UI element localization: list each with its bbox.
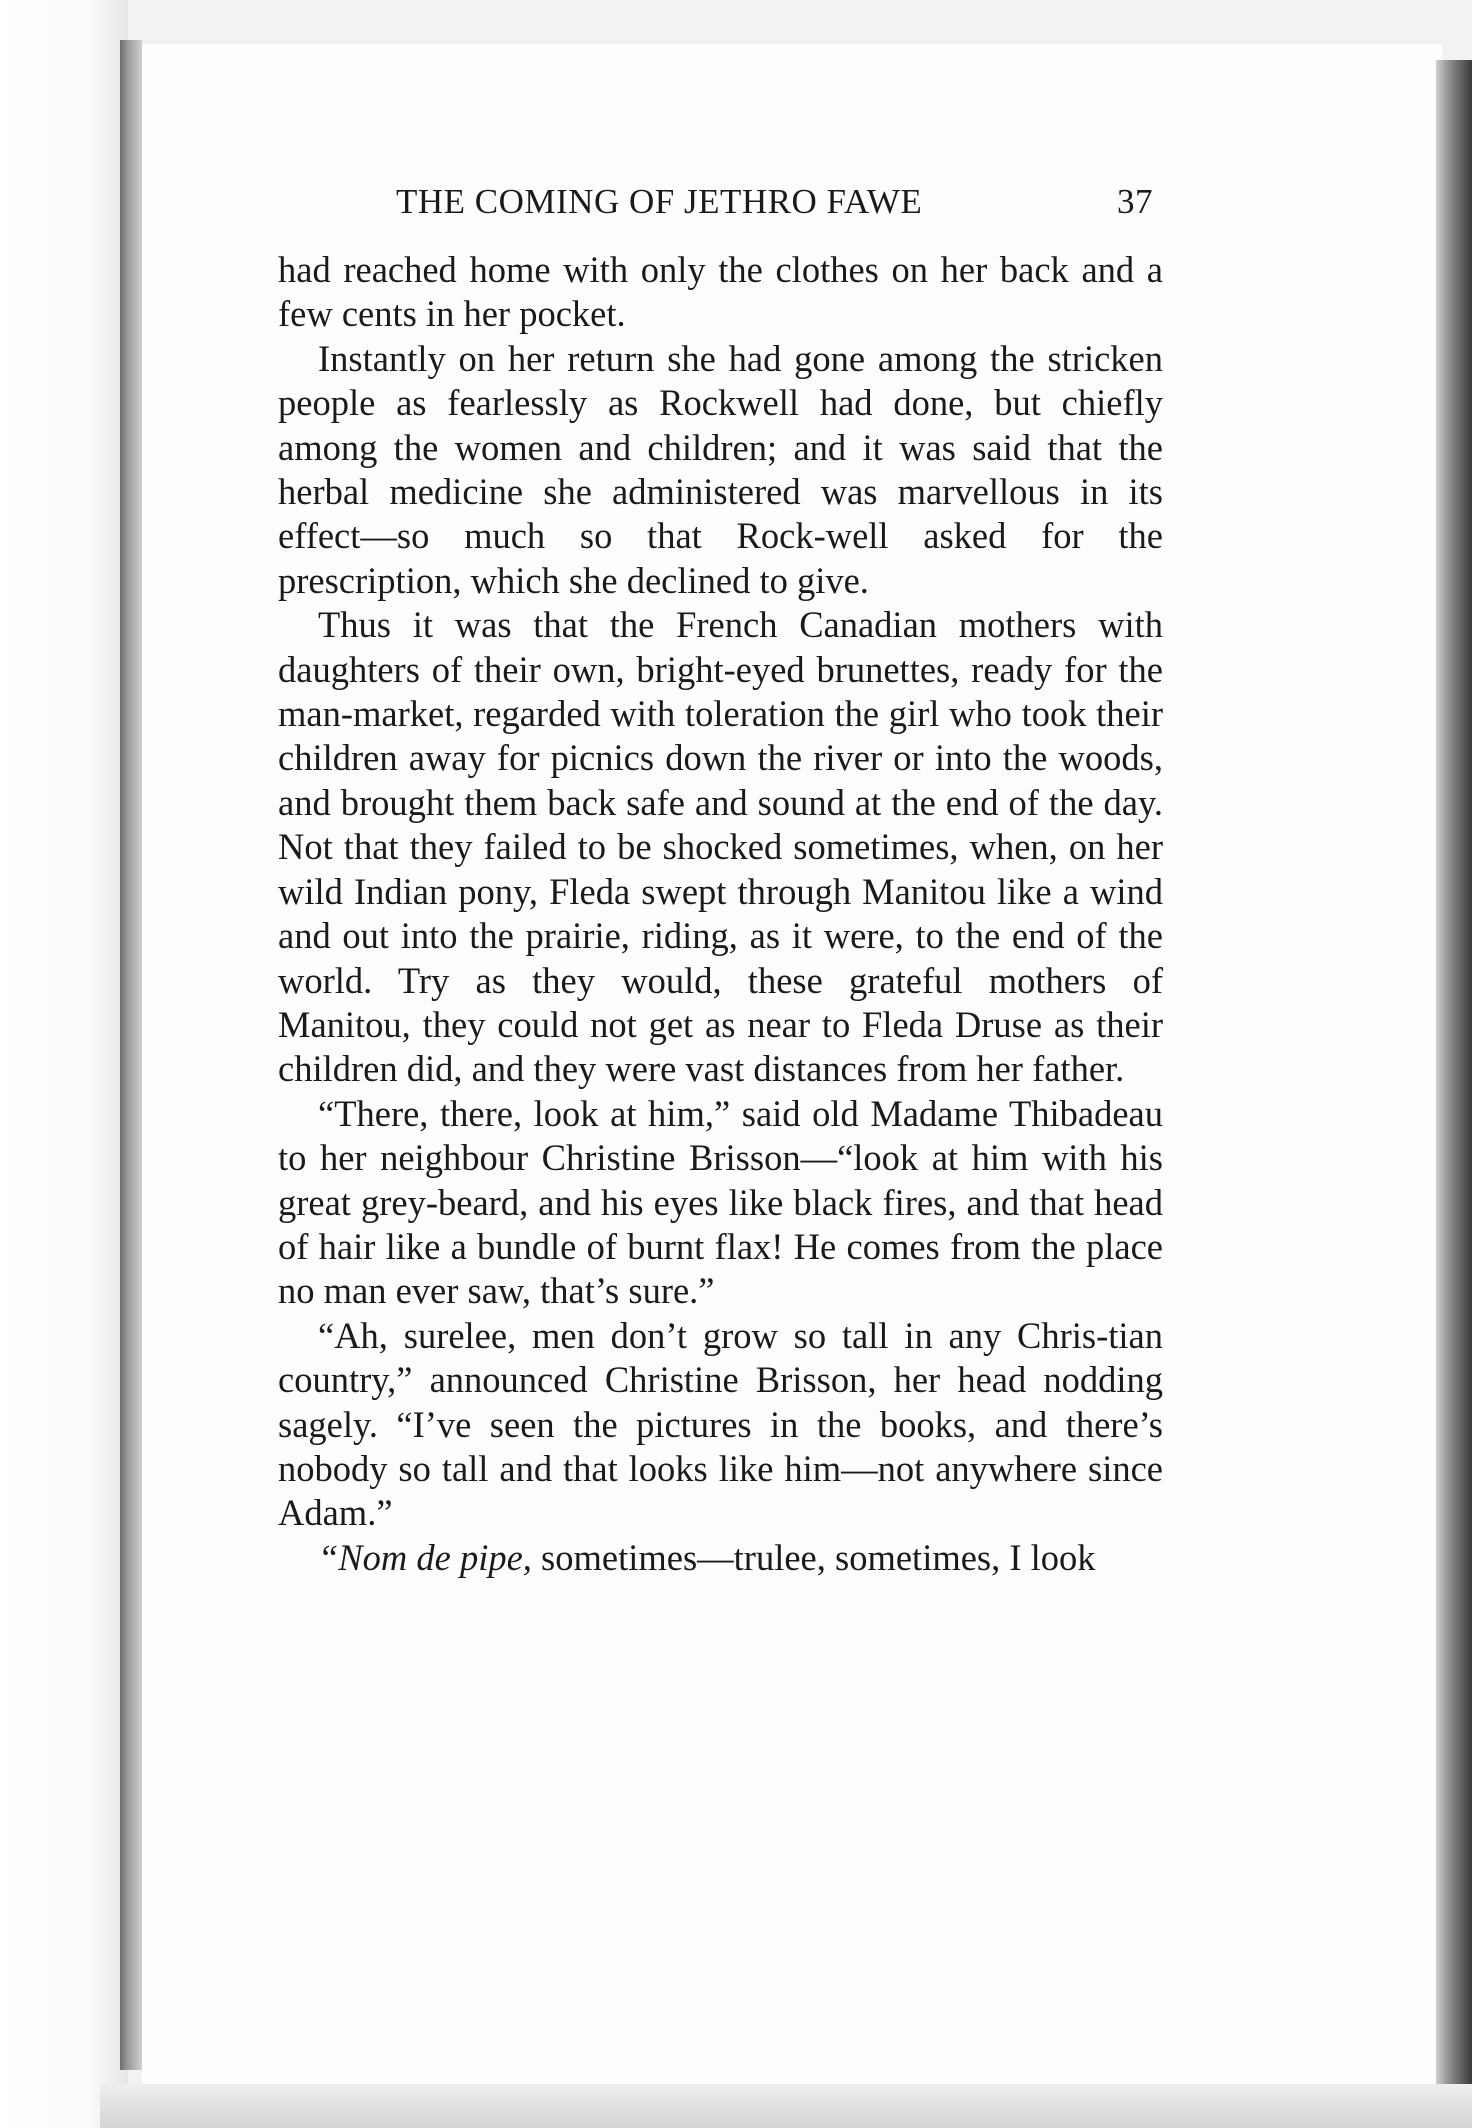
- paragraph: Thus it was that the French Canadian mothers with daughters of their own, bright-eyed brunettes, ready for the man-market, regarded with toleration the girl who took their children away for picnics down the river or into the woods, and brought them back safe and sound at the end of the day. Not that they failed to be shocked sometimes, when, on her wild Indian pony, Fleda swept through Manitou like a wind and out into the prairie, riding, as it were, to the end of the world. Try as they would, these grateful mothers of Manitou, they could not get as near to Fleda Druse as their children did, and they were vast distances from her father.: [278, 604, 1163, 1090]
- paragraph: “Ah, surelee, men don’t grow so tall in any Chris-tian country,” announced Christine Brisson, her head nodding sagely. “I’ve seen the pictures in the books, and there’s nobody so tall and that looks like him—not anywhere since Adam.”: [278, 1314, 1163, 1534]
- italic-phrase: “Nom de pipe,: [318, 1536, 532, 1578]
- paragraph: Instantly on her return she had gone among the stricken people as fearlessly as Rockwell had done, but chiefly among the women and children; and it was said that the herbal medicine she administered was marvellous in its effect—so much so that Rock-well asked for the prescription, which she declined to give.: [278, 337, 1163, 601]
- page-fore-edge: [1436, 60, 1472, 2110]
- running-head: [278, 170, 1163, 230]
- facing-page-edge: [0, 0, 128, 2128]
- page-number: 37: [1117, 182, 1153, 221]
- page-text-block: [278, 170, 1163, 1580]
- running-head-title: THE COMING OF JETHRO FAWE: [396, 182, 923, 221]
- paragraph-text: sometimes—trulee, sometimes, I look: [531, 1536, 1096, 1578]
- paragraph-partial: [278, 1536, 1163, 1580]
- paragraph: “There, there, look at him,” said old Madame Thibadeau to her neighbour Christine Brisson—“look at him with his great grey-beard, and his eyes like black fires, and that head of hair like a bundle of burnt flax! He comes from the place no man ever saw, that’s sure.”: [278, 1092, 1163, 1312]
- page-bottom-edge: [100, 2084, 1472, 2128]
- paragraph: had reached home with only the clothes on her back and a few cents in her pocket.: [278, 249, 1163, 335]
- book-gutter: [120, 40, 142, 2070]
